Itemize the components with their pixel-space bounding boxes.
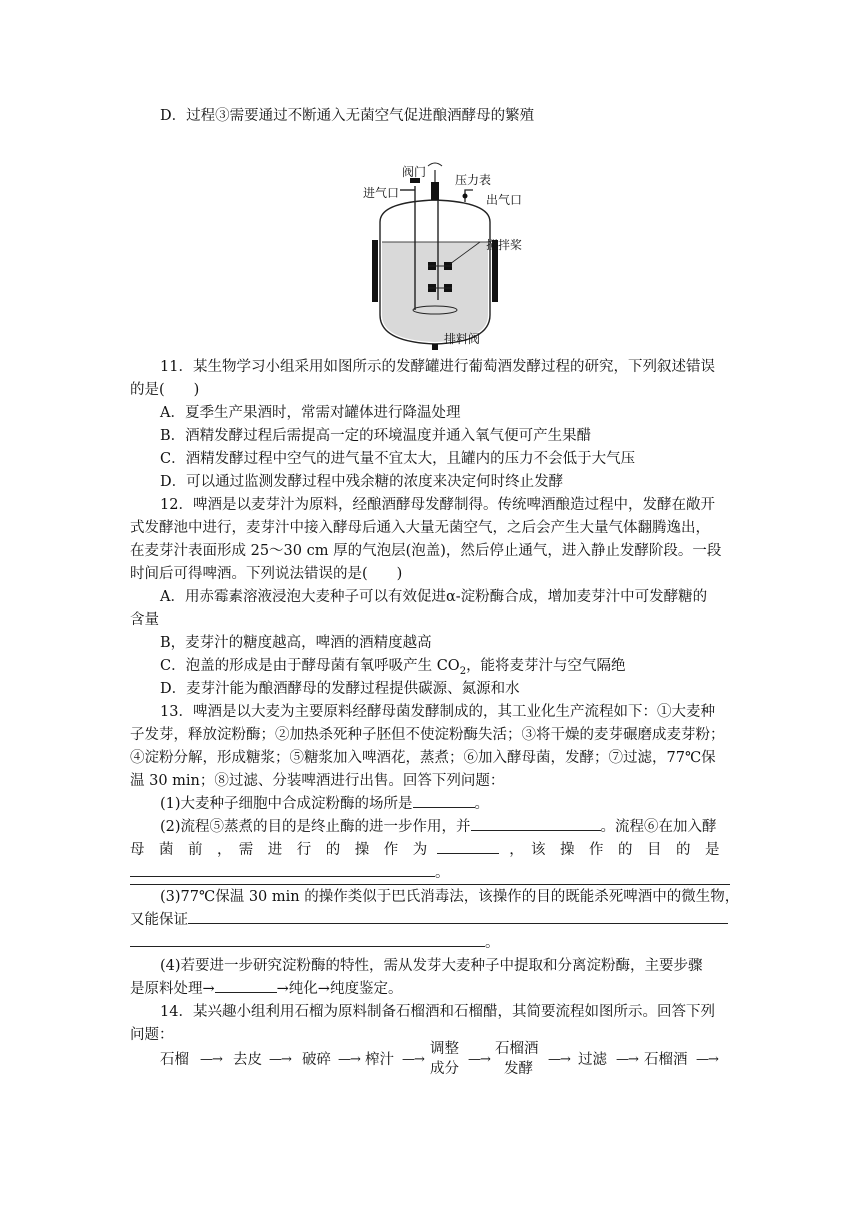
- q11-stem-1: 11．某生物学习小组采用如图所示的发酵罐进行葡萄酒发酵过程的研究，下列叙述错误: [160, 359, 715, 375]
- flow-arrow: —→: [468, 1052, 490, 1067]
- answer-blank[interactable]: [130, 876, 435, 877]
- q11-stem-2: 的是( ): [130, 382, 200, 398]
- q13-stem-4: 温 30 min；⑧过滤、分装啤酒进行出售。回答下列问题：: [130, 773, 505, 789]
- flow-arrow: —→: [548, 1052, 570, 1067]
- flow-step-ferment-2: 发酵: [504, 1061, 533, 1077]
- flow-step-adjust-1: 调整: [430, 1041, 459, 1057]
- stirrer-label: 搅拌桨: [486, 238, 523, 252]
- flow-step-crush: 破碎: [302, 1052, 331, 1068]
- divider-line: [130, 884, 730, 885]
- q13-stem-2: 子发芽，释放淀粉酶；②加热杀死种子胚但不使淀粉酶失活；③将干燥的麦芽碾磨成麦芽粉；: [130, 727, 725, 743]
- q13-part-4b: 是原料处理→ →纯化→纯度鉴定。: [130, 981, 403, 997]
- q12-option-b: B，麦芽汁的糖度越高，啤酒的酒精度越高: [160, 635, 432, 651]
- flow-arrow: —→: [696, 1052, 718, 1067]
- q12-option-a-1: A．用赤霉素溶液浸泡大麦种子可以有效促进α-淀粉酶合成，增加麦芽汁中可发酵糖的: [160, 589, 708, 605]
- q14-stem-1: 14．某兴趣小组利用石榴为原料制备石榴酒和石榴醋，其简要流程如图所示。回答下列: [160, 1004, 715, 1020]
- q12-stem-1: 12．啤酒是以麦芽汁为原料，经酿酒酵母发酵制得。传统啤酒酿造过程中，发酵在敞开: [160, 497, 715, 513]
- q13-part-1: (1)大麦种子细胞中合成淀粉酶的场所是 。: [160, 796, 490, 812]
- valve-label: 阀门: [402, 165, 427, 179]
- q14-stem-2: 问题：: [130, 1027, 174, 1043]
- q11-option-c: C．酒精发酵过程中空气的进气量不宜太大，且罐内的压力不会低于大气压: [160, 451, 636, 467]
- q13-part-2a: (2)流程⑤蒸煮的目的是终止酶的进一步作用，并 。流程⑥在加入酵: [160, 819, 717, 835]
- q11-option-d: D．可以通过监测发酵过程中残余糖的浓度来决定何时终止发酵: [160, 474, 564, 490]
- answer-blank[interactable]: [130, 946, 485, 947]
- q13-part-2c: 。: [130, 863, 730, 883]
- q13-stem-1: 13．啤酒是以大麦为主要原料经酵母菌发酵制成的，其工业化生产流程如下：①大麦种: [160, 704, 715, 720]
- q12-stem-3: 在麦芽汁表面形成 25～30 cm 厚的气泡层(泡盖)，然后停止通气，进入静止发酵阶段。一段: [130, 543, 722, 559]
- q13-part-4a: (4)若要进一步研究淀粉酶的特性，需从发芽大麦种子中提取和分离淀粉酶，主要步骤: [160, 958, 703, 974]
- answer-blank[interactable]: [471, 830, 601, 831]
- flow-step-juice: 榨汁: [365, 1052, 394, 1068]
- q13-part-3c: 。: [130, 933, 730, 953]
- flow-step-peel: 去皮: [233, 1052, 262, 1068]
- answer-blank[interactable]: [437, 853, 499, 854]
- inlet-label: 进气口: [363, 186, 400, 200]
- q13-part-3a: (3)77℃保温 30 min 的操作类似于巴氏消毒法，该操作的目的既能杀死啤酒中的微生物，: [160, 889, 740, 905]
- flow-step-adjust-2: 成分: [430, 1061, 459, 1077]
- q12-stem-2: 式发酵池中进行，麦芽汁中接入酵母后通入大量无菌空气，之后会产生大量气体翻腾逸出，: [130, 520, 710, 536]
- q13-part-2b: 母 菌 前 ， 需 进 行 的 操 作 为 ， 该 操 作 的 目 的 是: [130, 842, 720, 858]
- process-flow: [160, 1040, 740, 1080]
- q13-stem-3: ④淀粉分解，形成糖浆；⑤糖浆加入啤酒花，蒸煮；⑥加入酵母菌，发酵；⑦过滤，77℃保: [130, 750, 716, 766]
- flow-step-filter: 过滤: [578, 1052, 607, 1068]
- q12-stem-4: 时间后可得啤酒。下列说法错误的是( ): [130, 566, 403, 582]
- q13-part-3b: 又能保证: [130, 910, 730, 930]
- flow-arrow: —→: [269, 1052, 291, 1067]
- answer-blank[interactable]: [215, 992, 277, 993]
- q11-option-b: B．酒精发酵过程后需提高一定的环境温度并通入氧气便可产生果醋: [160, 428, 592, 444]
- answer-blank[interactable]: [413, 807, 475, 808]
- discharge-valve-label: 排料阀: [444, 332, 481, 346]
- answer-blank[interactable]: [188, 923, 728, 924]
- flow-arrow: —→: [200, 1052, 222, 1067]
- flow-step-pomegranate: 石榴: [160, 1052, 189, 1068]
- q12-option-d: D．麦芽汁能为酿酒酵母的发酵过程提供碳源、氮源和水: [160, 681, 520, 697]
- flow-step-wine: 石榴酒: [644, 1052, 688, 1068]
- flow-arrow: —→: [616, 1052, 638, 1067]
- option-d-prev: D．过程③需要通过不断通入无菌空气促进酿酒酵母的繁殖: [160, 108, 535, 124]
- flow-step-ferment-1: 石榴酒: [495, 1041, 539, 1057]
- outlet-label: 出气口: [486, 193, 523, 207]
- gauge-label: 压力表: [455, 173, 492, 187]
- flow-arrow: —→: [402, 1052, 424, 1067]
- q11-option-a: A．夏季生产果酒时，常需对罐体进行降温处理: [160, 405, 461, 421]
- q12-option-c: C．泡盖的形成是由于酵母菌有氧呼吸产生 $CO_2$，能将麦芽汁与空气隔绝: [160, 658, 626, 677]
- flow-arrow: —→: [338, 1052, 360, 1067]
- q12-option-a-2: 含量: [130, 612, 159, 628]
